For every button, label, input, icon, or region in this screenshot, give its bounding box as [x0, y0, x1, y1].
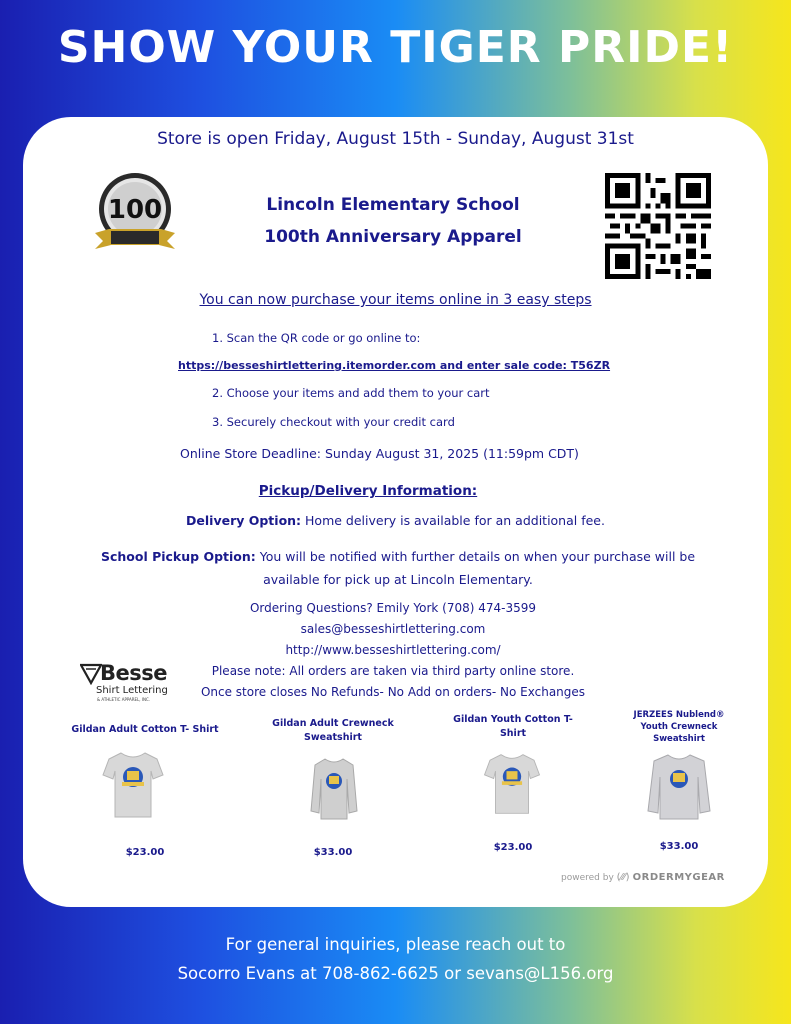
page-title: SHOW YOUR TIGER PRIDE! — [57, 22, 734, 73]
store-deadline: Online Store Deadline: Sunday August 31, 2025 (11:59pm CDT) — [180, 446, 579, 461]
contact-info — [153, 598, 633, 703]
info-card — [23, 117, 768, 907]
store-link[interactable]: https://besseshirtlettering.itemorder.com and enter sale code: T56ZR — [178, 359, 611, 372]
school-pickup-label: School Pickup Option: — [100, 549, 256, 564]
school-title — [223, 189, 563, 253]
apparel-title: 100th Anniversary Apparel — [264, 227, 522, 247]
besse-logo — [80, 659, 180, 707]
besse-sub: Shirt Lettering — [96, 685, 168, 696]
tshirt-icon — [101, 749, 165, 821]
product-card[interactable] — [621, 709, 737, 859]
product-price: $23.00 — [493, 842, 533, 853]
qr-code[interactable] — [605, 173, 711, 279]
product-name: Gildan Youth Cotton T-Shirt — [453, 714, 573, 739]
third-party-note: Please note: All orders are taken via third party online store. — [211, 664, 575, 678]
logo-number: 100 — [107, 195, 163, 225]
school-pickup-text: You will be notified with further details on when your purchase will be available for pick up at Lincoln Elementary. — [255, 549, 696, 587]
product-card[interactable] — [443, 713, 583, 858]
sweatshirt-icon — [646, 751, 712, 823]
delivery-text: Home delivery is available for an additional fee. — [301, 513, 605, 528]
powered-by-label: powered by — [561, 873, 614, 883]
anniversary-logo — [89, 171, 181, 263]
step-1: 1. Scan the QR code or go online to: — [212, 331, 421, 345]
product-card[interactable] — [65, 723, 225, 863]
sales-email[interactable]: sales@besseshirtlettering.com — [300, 622, 486, 636]
product-name: Gildan Adult Crewneck Sweatshirt — [272, 718, 394, 743]
ordering-questions: Ordering Questions? Emily York (708) 474-3599 — [249, 601, 537, 615]
pickup-heading: Pickup/Delivery Information: — [258, 483, 478, 499]
step-2: 2. Choose your items and add them to your cart — [212, 386, 490, 400]
besse-name: Besse — [100, 661, 167, 685]
omg-logo-icon: (⁄⁄⁄) — [616, 872, 633, 883]
product-name: JERZEES Nublend® Youth Crewneck Sweatshirt — [633, 710, 725, 744]
school-name: Lincoln Elementary School — [266, 195, 520, 215]
vendor-website[interactable]: http://www.besseshirtlettering.com/ — [285, 643, 501, 657]
inquiries-line-1: For general inquiries, please reach out to — [225, 935, 566, 954]
product-card[interactable] — [263, 717, 403, 867]
tshirt-icon — [481, 751, 543, 817]
delivery-label: Delivery Option: — [186, 513, 302, 528]
besse-tiny: & ATHLETIC APPAREL, INC. — [97, 697, 151, 702]
product-price: $33.00 — [313, 847, 353, 858]
sweatshirt-icon — [309, 755, 359, 823]
school-pickup-option — [83, 545, 713, 591]
store-open-dates: Store is open Friday, August 15th - Sunday, August 31st — [157, 129, 634, 149]
inquiries-line-2: Socorro Evans at 708-862-6625 or sevans@L156.org — [177, 964, 614, 983]
no-refunds-note: Once store closes No Refunds- No Add on orders- No Exchanges — [200, 685, 586, 699]
powered-by-brand: ORDERMYGEAR — [632, 872, 725, 883]
general-inquiries — [0, 930, 791, 988]
delivery-option — [23, 513, 768, 528]
product-name: Gildan Adult Cotton T- Shirt — [71, 724, 219, 735]
steps-heading: You can now purchase your items online in 3 easy steps — [199, 292, 592, 308]
besse-v-icon — [80, 663, 102, 685]
powered-by — [561, 872, 725, 883]
product-price: $33.00 — [659, 841, 699, 852]
product-price: $23.00 — [125, 847, 165, 858]
step-3: 3. Securely checkout with your credit card — [212, 415, 455, 429]
